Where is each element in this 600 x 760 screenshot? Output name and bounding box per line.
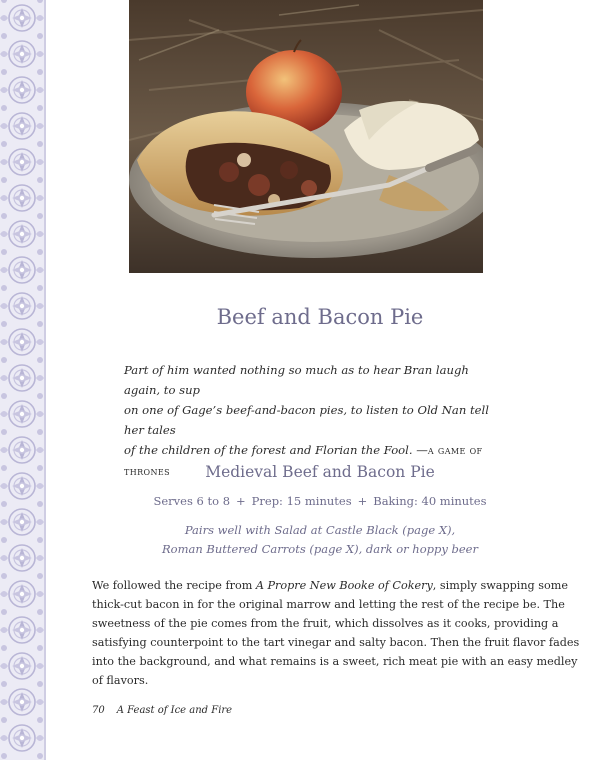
body-line: sweetness of the pie comes from the fruit, which dissolves as it cooks, providing a bbox=[92, 617, 559, 630]
recipe-meta bbox=[60, 494, 580, 508]
body-line: into the background, and what remains is a sweet, rich meat pie with an easy medley bbox=[92, 655, 578, 668]
serves-info: Serves 6 to 8 bbox=[153, 494, 231, 508]
body-line bbox=[92, 576, 568, 595]
decorative-border bbox=[0, 0, 46, 760]
ornament-pattern-icon bbox=[0, 0, 44, 760]
page-number: 70 bbox=[92, 705, 105, 716]
epigraph-line: Part of him wanted nothing so much as to hear Bran laugh again, to sup bbox=[124, 363, 469, 397]
pairings bbox=[60, 521, 580, 559]
pairing-line: Roman Buttered Carrots (page X), dark or hoppy beer bbox=[162, 542, 478, 556]
epigraph-line-text: of the children of the forest and Florian the Fool. — bbox=[124, 443, 428, 457]
body-line: satisfying counterpoint to the tart vinegar and salty bacon. Then the fruit flavor fades bbox=[92, 636, 580, 649]
book-title: A Propre New Booke of Cokery bbox=[255, 579, 433, 592]
meta-separator: + bbox=[357, 494, 368, 508]
recipe-title: Beef and Bacon Pie bbox=[216, 305, 424, 329]
prep-time: Prep: 15 minutes bbox=[251, 494, 352, 508]
pairing-line: Pairs well with Salad at Castle Black (page X), bbox=[184, 523, 456, 537]
meta-separator: + bbox=[236, 494, 246, 508]
recipe-subtitle: Medieval Beef and Bacon Pie bbox=[205, 463, 435, 481]
body-paragraph bbox=[92, 576, 580, 690]
body-line: of flavors. bbox=[92, 674, 149, 687]
baking-time: Baking: 40 minutes bbox=[373, 494, 487, 508]
book-name: A Feast of Ice and Fire bbox=[116, 705, 233, 716]
epigraph-line: on one of Gage’s beef-and-bacon pies, to listen to Old Nan tell her tales bbox=[124, 403, 489, 437]
body-text-fragment: , simply swapping some bbox=[432, 579, 568, 592]
page-footer bbox=[92, 705, 232, 716]
body-text-fragment: We followed the recipe from bbox=[92, 579, 256, 592]
recipe-photo bbox=[129, 0, 483, 273]
body-line: thick-cut bacon in for the original marrow and letting the rest of the recipe be. The bbox=[92, 598, 565, 611]
epigraph-source: a game of thrones bbox=[124, 444, 483, 478]
beef-pie-photo-icon bbox=[129, 0, 483, 273]
